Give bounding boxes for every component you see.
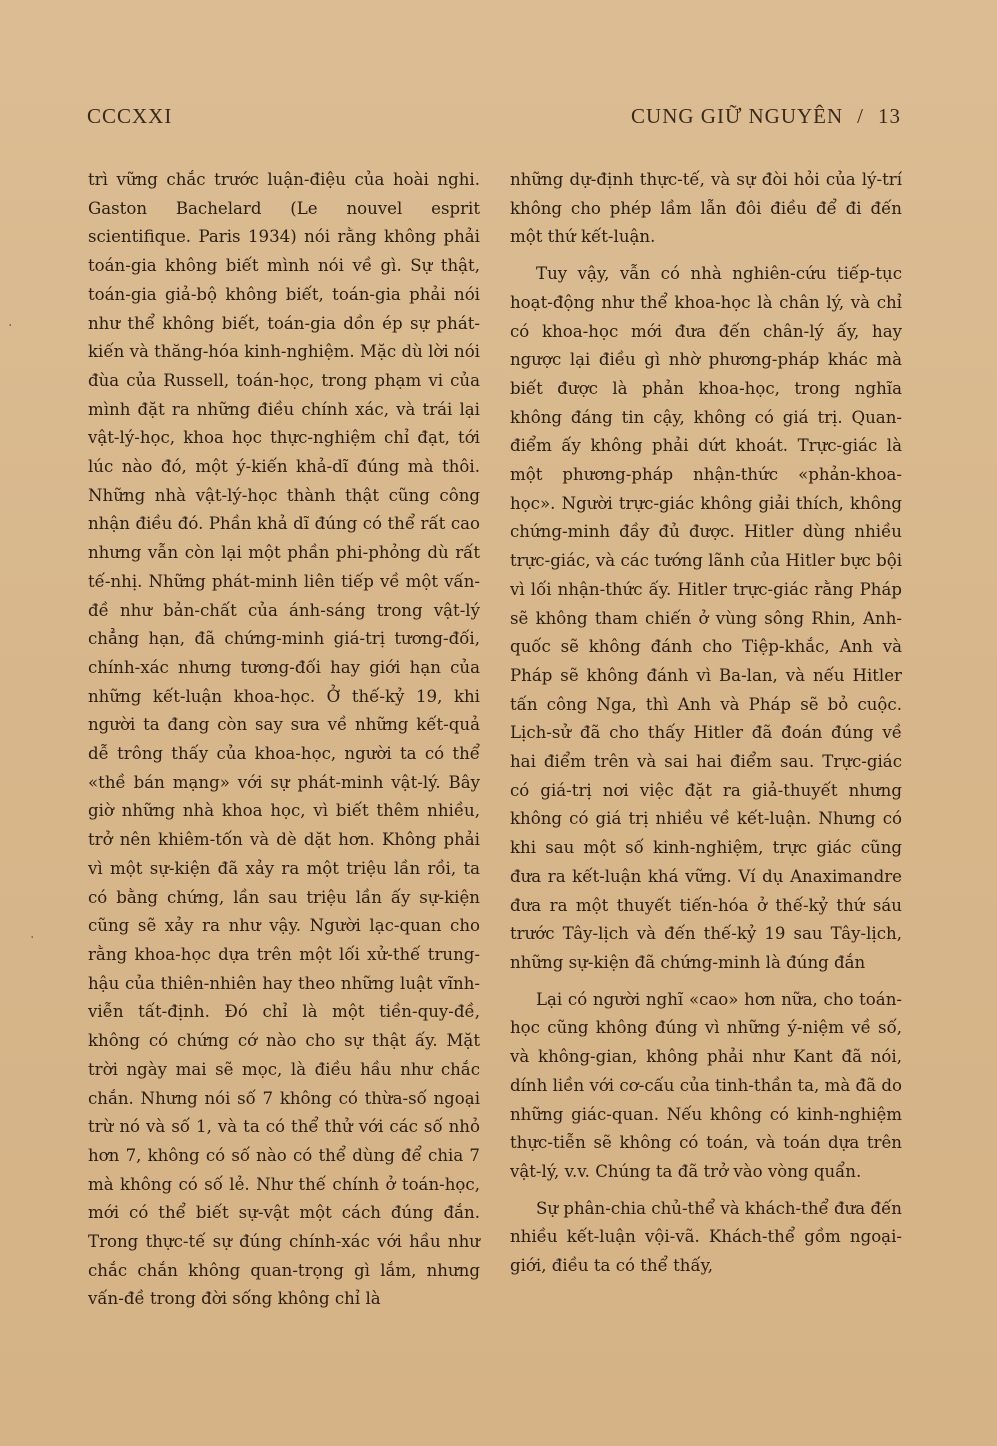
paragraph: trì vững chắc trước luận-điệu của hoài nghi. Gaston Bachelard (Le nouvel esprit scientifique. Paris 1934) nói rằng không phải toán-gia không biết mình nói về gì. Sự thật, toán-gia giả-bộ không biết, toán-gia phải nói như thể không biết, toán-gia dồn ép sự phát-kiến và thăng-hóa kinh-nghiệm. Mặc dù lời nói đùa của Russell, toán-học, trong phạm vi của mình đặt ra những điều chính xác, và trái lại vật-lý-học, khoa học thực-nghiệm chỉ đạt, tới lúc nào đó, một ý-kiến khả-dĩ đúng mà thôi. Những nhà vật-lý-học thành thật cũng công nhận điều đó. Phần khả dĩ đúng có thể rất cao nhưng vẫn còn lại một phần phi-phỏng dù rất tế-nhị. Những phát-minh liên tiếp về một vấn-đề như bản-chất của ánh-sáng trong vật-lý chẳng hạn, đã chứng-minh giá-trị tương-đối, chính-xác nhưng tương-đối hay giới hạn của những kết-luận khoa-học. Ở thế-kỷ 19, khi người ta đang còn say sưa về những kết-quả dễ trông thấy của khoa-học, người ta có thể «thề bán mạng» với sự phát-minh vật-lý. Bây giờ những nhà khoa học, vì biết thêm nhiều, trở nên khiêm-tốn và dè dặt hơn. Không phải vì một sự-kiện đã xảy ra một triệu lần rồi, ta có bằng chứng, lần sau triệu lần ấy sự-kiện cũng sẽ xảy ra như vậy. Người lạc-quan cho rằng khoa-học dựa trên một lối xử-thế trung-hậu của thiên-nhiên hay theo những luật vĩnh-viễn tất-định. Đó chỉ là một tiền-quy-đề, không có chứng cớ nào cho sự thật ấy. Mặt trời ngày mai sẽ mọc, là điều hầu như chắc chắn. Nhưng nói số 7 không có thừa-số ngoại trừ nó và số 1, và ta có thể thử với các số nhỏ hơn 7, không có số nào có thể dùng để chia 7 mà không có số lẻ. Như thế chính ở toán-học, mới có thể biết sự-vật một cách đúng đắn. Trong thực-tế sự đúng chính-xác với hầu như chắc chắn không quan-trọng gì lắm, nhưng vấn-đề trong đời sống không chỉ là	[88, 170, 480, 1309]
right-column	[510, 166, 902, 1281]
running-title-text: CUNG GIỮ NGUYÊN	[631, 104, 844, 128]
header-separator: /	[857, 104, 864, 128]
paragraph: Lại có người nghĩ «cao» hơn nữa, cho toán-học cũng không đúng vì những ý-niệm về số, và không-gian, không phải như Kant đã nói, dính liền với cơ-cấu của tinh-thần ta, mà đã do những giác-quan. Nếu không có kinh-nghiệm thực-tiễn sẽ không có toán, và toán dựa trên vật-lý, v.v. Chúng ta đã trở vào vòng quẩn.	[510, 989, 902, 1181]
issue-number: CCCXXI	[87, 104, 173, 128]
page-number: 13	[878, 104, 901, 128]
left-column	[88, 166, 480, 1314]
page-header	[87, 104, 901, 134]
margin-mark: ·	[8, 318, 13, 334]
paragraph: những dự-định thực-tế, và sự đòi hỏi của lý-trí không cho phép lầm lẫn đôi điều để đi đến một thứ kết-luận.	[510, 170, 902, 247]
margin-mark: ·	[30, 930, 35, 946]
running-title	[631, 104, 901, 129]
paragraph: Sự phân-chia chủ-thể và khách-thể đưa đến nhiều kết-luận vội-vã. Khách-thể gồm ngoại-giới, điều ta có thể thấy,	[510, 1198, 902, 1276]
paragraph: Tuy vậy, vẫn có nhà nghiên-cứu tiếp-tục hoạt-động như thể khoa-học là chân lý, và chỉ có khoa-học mới đưa đến chân-lý ấy, hay ngược lại điều gì nhờ phương-pháp khác mà biết được là phản khoa-học, trong nghĩa không đáng tin cậy, không có giá trị. Quan-điểm ấy không phải dứt khoát. Trực-giác là một phương-pháp nhận-thức «phản-khoa-học». Người trực-giác không giải thích, không chứng-minh đầy đủ được. Hitler dùng nhiều trực-giác, và các tướng lãnh của Hitler bực bội vì lối nhận-thức ấy. Hitler trực-giác rằng Pháp sẽ không tham chiến ở vùng sông Rhin, Anh-quốc sẽ không đánh cho Tiệp-khắc, Anh và Pháp sẽ không đánh vì Ba-lan, và nếu Hitler tấn công Nga, thì Anh và Pháp sẽ bỏ cuộc. Lịch-sử đã cho thấy Hitler đã đoán đúng về hai điểm trên và sai hai điểm sau. Trực-giác có giá-trị nơi việc đặt ra giả-thuyết nhưng không có giá trị nhiều về kết-luận. Nhưng có khi sau một số kinh-nghiệm, trực giác cũng đưa ra kết-luận khá vững. Ví dụ Anaximandre đưa ra một thuyết tiến-hóa ở thế-kỷ thứ sáu trước Tây-lịch và đến thế-kỷ 19 sau Tây-lịch, những sự-kiện đã chứng-minh là đúng đắn	[510, 264, 902, 972]
